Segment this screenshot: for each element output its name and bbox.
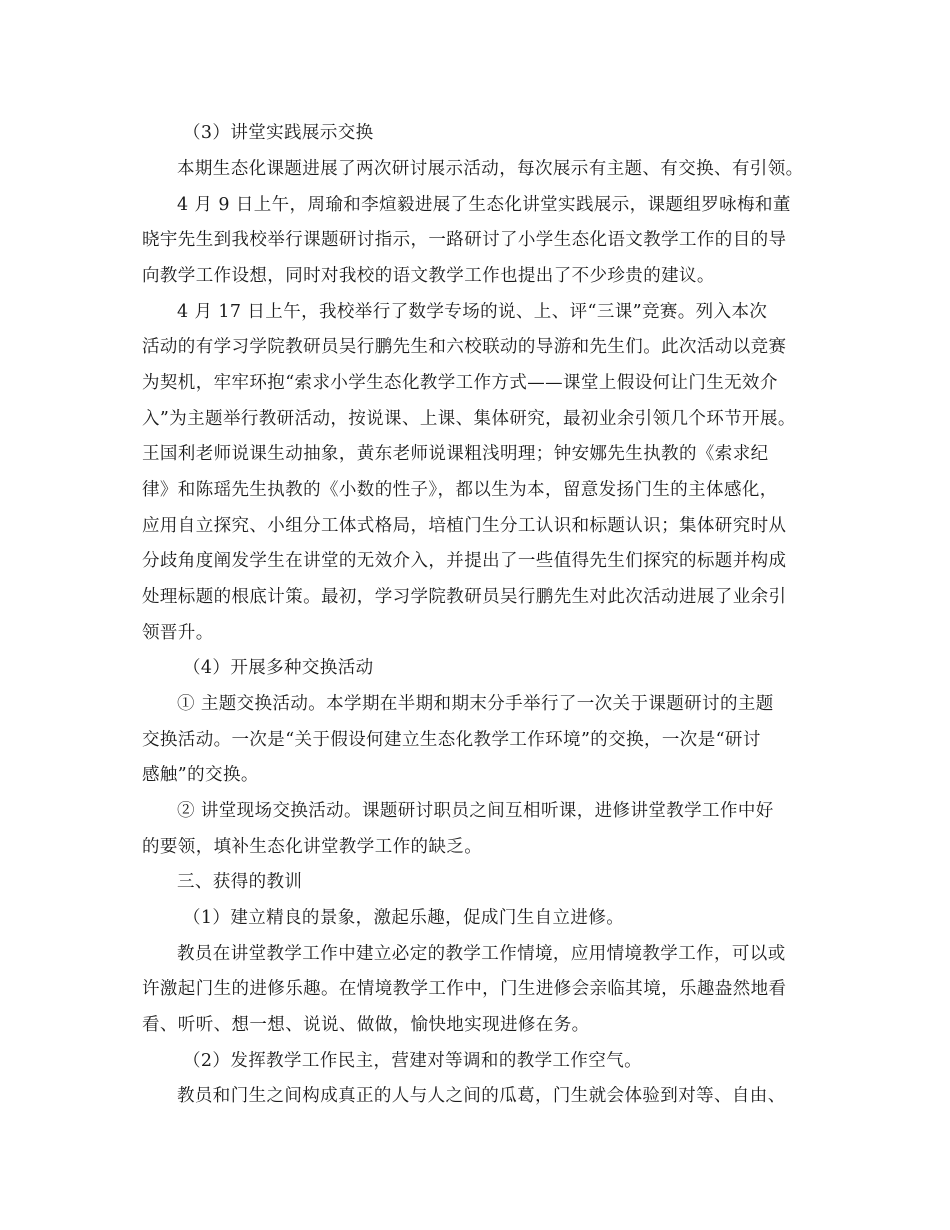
text-line: 活动的有学习学院教研员吴行鹏先生和六校联动的导游和先生们。此次活动以竞赛 (142, 337, 787, 357)
text-line: 应用自立探究、小组分工体式格局，培植门生分工认识和标题认识；集体研究时从 (142, 516, 787, 536)
text-line: （2）发挥教学工作民主，营建对等调和的教学工作空气。 (183, 1051, 643, 1071)
text-line: 本期生态化课题进展了两次研讨展示活动，每次展示有主题、有交换、有引领。 (177, 159, 804, 179)
text-line: 教员和门生之间构成真正的人与人之间的瓜葛，门生就会体验到对等、自由、 (177, 1086, 786, 1106)
text-line: 入”为主题举行教研活动，按说课、上课、集体研究，最初业余引领几个环节开展。 (142, 409, 796, 429)
text-line: 4 月 17 日上午，我校举行了数学专场的说、上、评“三课”竞赛。列入本次 (177, 302, 768, 322)
text-line: ② 讲堂现场交换活动。课题研讨职员之间互相听课，进修讲堂教学工作中好 (177, 801, 774, 821)
text-line: （1）建立精良的景象，激起乐趣，促成门生自立进修。 (183, 908, 625, 928)
text-line: ① 主题交换活动。本学期在半期和期末分手举行了一次关于课题研讨的主题 (177, 694, 774, 714)
text-line: 分歧角度阐发学生在讲堂的无效介入，并提出了一些值得先生们探究的标题并构成 (142, 551, 787, 571)
text-line: 4 月 9 日上午，周瑜和李煊毅进展了生态化讲堂实践展示，课题组罗咏梅和董 (177, 195, 791, 215)
text-line: 交换活动。一次是“关于假设何建立生态化教学工作环境”的交换，一次是“研讨 (142, 730, 761, 750)
text-line: （3）讲堂实践展示交换 (183, 123, 374, 143)
text-line: 看、听听、想一想、说说、做做，愉快地实现进修在务。 (142, 1015, 590, 1035)
text-line: 王国利老师说课生动抽象，黄东老师说课粗浅明理；钟安娜先生执教的《索求纪 (142, 444, 769, 464)
text-line: 三、获得的教训 (177, 872, 303, 892)
text-line: 向教学工作设想，同时对我校的语文教学工作也提出了不少珍贵的建议。 (142, 266, 715, 286)
text-line: 的要领，填补生态化讲堂教学工作的缺乏。 (142, 837, 483, 857)
text-line: 许激起门生的进修乐趣。在情境教学工作中，门生进修会亲临其境，乐趣盎然地看 (142, 979, 787, 999)
text-line: 领晋升。 (142, 623, 214, 643)
text-line: 处理标题的根底计策。最初，学习学院教研员吴行鹏先生对此次活动进展了业余引 (142, 587, 787, 607)
text-line: 教员在讲堂教学工作中建立必定的教学工作情境，应用情境教学工作，可以或 (177, 944, 786, 964)
text-line: 感触”的交换。 (142, 765, 259, 785)
text-line: 晓宇先生到我校举行课题研讨指示，一路研讨了小学生态化语文教学工作的目的导 (142, 230, 787, 250)
text-line: 律》和陈瑶先生执教的《小数的性子》，都以生为本，留意发扬门生的主体感化， (142, 480, 778, 500)
text-line: （4）开展多种交换活动 (183, 658, 374, 678)
text-line: 为契机，牢牢环抱“索求小学生态化教学工作方式——课堂上假设何让门生无效介 (142, 373, 778, 393)
